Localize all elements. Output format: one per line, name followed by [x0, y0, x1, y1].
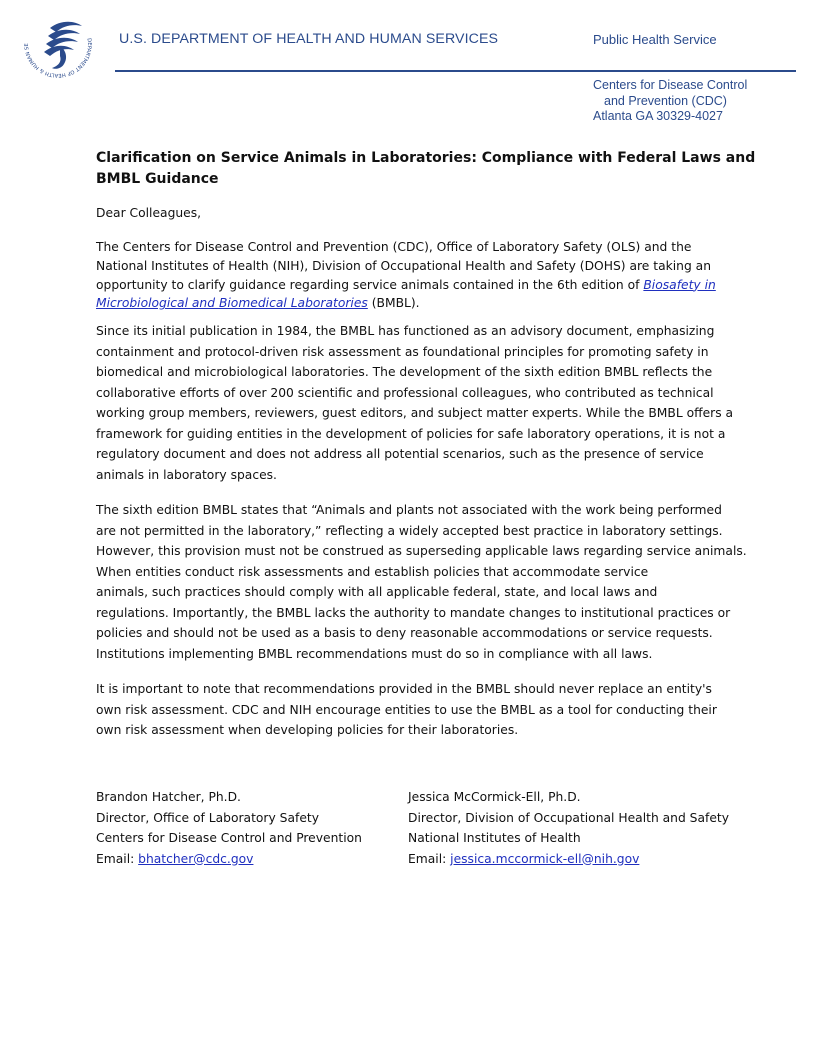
document-title	[96, 148, 756, 190]
p3-line: However, this provision must not be construed as superseding applicable laws regarding service animals.	[96, 544, 747, 558]
address-line-2: and Prevention (CDC)	[604, 93, 727, 108]
p2-line: Since its initial publication in 1984, the BMBL has functioned as an advisory document, emphasizing	[96, 324, 715, 338]
p2-line: regulatory document and does not address all potential scenarios, such as the presence of service	[96, 447, 704, 461]
p1-line-3	[96, 276, 736, 295]
p3-line: policies and should not be used as a basis to deny reasonable accommodations or service requests.	[96, 626, 713, 640]
p2-line: collaborative efforts of over 200 scientific and professional colleagues, who contributed as technical	[96, 385, 714, 400]
p3-line: When entities conduct risk assessments and establish policies that accommodate service	[96, 564, 649, 579]
signer-email-row	[96, 849, 362, 870]
signer-title: Director, Division of Occupational Health and Safety	[408, 810, 730, 825]
p3-line: The sixth edition BMBL states that “Animals and plants not associated with the work being performed	[96, 503, 722, 517]
public-health-service: Public Health Service	[593, 32, 717, 47]
p2-line: biomedical and microbiological laboratories. The development of the sixth edition BMBL reflects the	[96, 365, 713, 379]
paragraph-intro	[96, 238, 736, 313]
title-line-2: BMBL Guidance	[96, 171, 219, 187]
p2-line: framework for guiding entities in the development of policies for safe laboratory operations, it is not a	[96, 426, 726, 441]
p2-line: containment and protocol-driven risk assessment as foundational principles for promoting safety in	[96, 344, 709, 359]
signer-name: Jessica McCormick-Ell, Ph.D.	[408, 790, 581, 804]
paragraph-history	[96, 321, 736, 485]
p3-line: Institutions implementing BMBL recommendations must do so in compliance with all laws.	[96, 646, 653, 661]
cdc-address	[593, 78, 747, 125]
paragraph-risk-assessment	[96, 679, 736, 741]
p1-line-3-text: opportunity to clarify guidance regarding service animals contained in the 6th edition of	[96, 277, 644, 292]
signer-org: Centers for Disease Control and Prevention	[96, 831, 362, 845]
salutation: Dear Colleagues,	[96, 206, 202, 220]
header-divider	[115, 70, 796, 72]
eagle-profile-icon	[44, 22, 82, 69]
signer-email-row	[408, 849, 729, 870]
email-link-cdc[interactable]: bhatcher@cdc.gov	[138, 851, 254, 866]
signature-block-cdc	[96, 787, 362, 869]
address-line-3: Atlanta GA 30329-4027	[593, 109, 723, 123]
bmbl-link-part-2[interactable]: Microbiological and Biomedical Laboratories	[96, 296, 368, 311]
p4-line: It is important to note that recommendations provided in the BMBL should never replace an entity's	[96, 682, 712, 696]
signer-title: Director, Office of Laboratory Safety	[96, 810, 320, 825]
email-link-nih[interactable]: jessica.mccormick-ell@nih.gov	[450, 851, 640, 866]
p4-line: own risk assessment. CDC and NIH encourage entities to use the BMBL as a tool for conducting their	[96, 702, 717, 717]
department-name: U.S. DEPARTMENT OF HEALTH AND HUMAN SERVICES	[119, 31, 499, 47]
email-label: Email:	[408, 851, 451, 866]
p1-line-2: National Institutes of Health (NIH), Division of Occupational Health and Safety (DOHS) are taking an	[96, 258, 712, 273]
p1-line-1: The Centers for Disease Control and Prevention (CDC), Office of Laboratory Safety (OLS) and the	[96, 240, 692, 254]
p1-line-4-text: (BMBL).	[367, 296, 420, 311]
address-line-1: Centers for Disease Control	[593, 78, 748, 92]
p1-line-4	[96, 294, 736, 313]
email-label: Email:	[96, 851, 139, 866]
p3-line: regulations. Importantly, the BMBL lacks the authority to mandate changes to institutional practices or	[96, 605, 731, 620]
bmbl-link-part-1[interactable]: Biosafety in	[643, 277, 716, 292]
hhs-seal-logo	[20, 6, 96, 82]
paragraph-sixth-edition	[96, 500, 747, 664]
title-line-1: Clarification on Service Animals in Laboratories: Compliance with Federal Laws and	[96, 150, 756, 166]
signer-name: Brandon Hatcher, Ph.D.	[96, 790, 241, 804]
p2-line: working group members, reviewers, guest editors, and subject matter experts. While the BMBL offers a	[96, 406, 734, 420]
p3-line: are not permitted in the laboratory,” reflecting a widely accepted best practice in laboratory settings.	[96, 523, 723, 538]
p3-line: animals, such practices should comply with all applicable federal, state, and local laws and	[96, 585, 658, 599]
seal-ring-text: DEPARTMENT OF HEALTH & HUMAN SE	[23, 37, 93, 79]
p4-line: own risk assessment when developing policies for their laboratories.	[96, 723, 519, 737]
p2-line: animals in laboratory spaces.	[96, 467, 277, 482]
signer-org: National Institutes of Health	[408, 831, 581, 845]
signature-block-nih	[408, 787, 729, 869]
